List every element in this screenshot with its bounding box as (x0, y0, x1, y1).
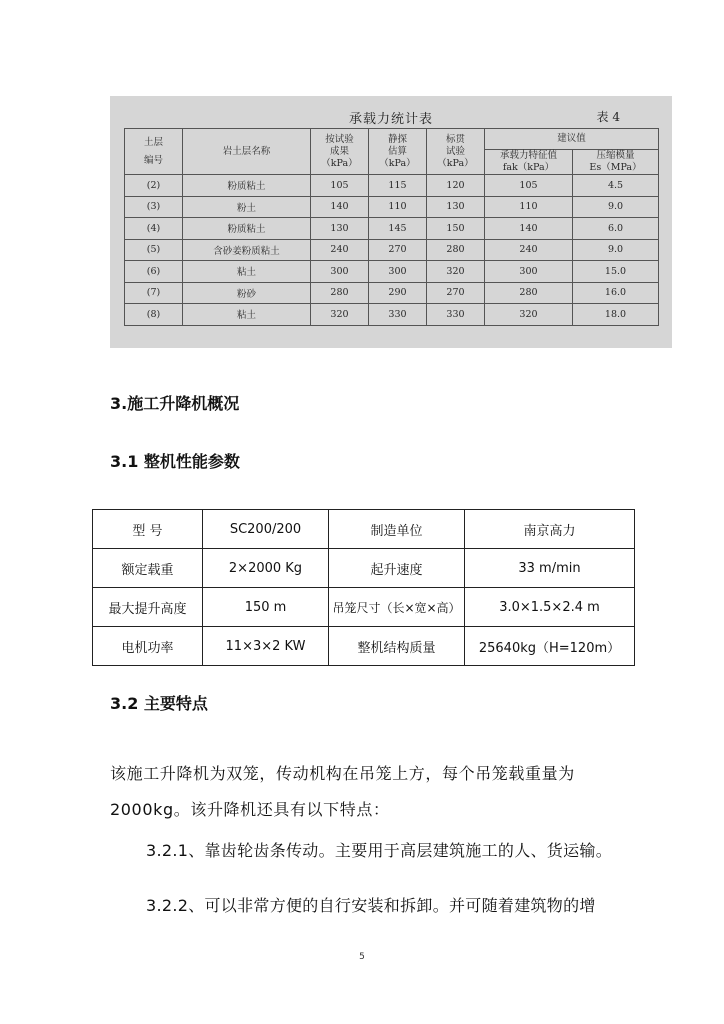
cell-no: (3) (125, 196, 183, 218)
header-cpt-line1: 静探 (387, 133, 407, 145)
cell-cpt: 110 (369, 196, 427, 218)
cell-name: 粉质粘土 (183, 175, 311, 197)
cell-test: 105 (311, 175, 369, 197)
header-soil-name: 岩土层名称 (183, 129, 311, 175)
cell-name: 粘土 (183, 304, 311, 326)
header-es-line1: 压缩模量 (596, 150, 635, 161)
cell-cpt: 330 (369, 304, 427, 326)
header-fak-line1: 承载力特征值 (499, 150, 557, 161)
cell-test: 280 (311, 282, 369, 304)
param-value: 2×2000 Kg (203, 549, 329, 588)
param-value: 11×3×2 KW (203, 627, 329, 666)
bearing-capacity-table-photo (110, 96, 672, 348)
cell-name: 粉砂 (183, 282, 311, 304)
cell-es: 18.0 (573, 304, 659, 326)
table-row (125, 261, 659, 283)
cell-es: 9.0 (573, 196, 659, 218)
cell-cpt: 115 (369, 175, 427, 197)
cell-fak: 320 (485, 304, 573, 326)
cell-test: 140 (311, 196, 369, 218)
param-label: 最大提升高度 (93, 588, 203, 627)
table-row (125, 196, 659, 218)
param-label: 型 号 (93, 510, 203, 549)
cell-fak: 140 (485, 218, 573, 240)
cell-name: 粉土 (183, 196, 311, 218)
table-row (93, 627, 635, 666)
cell-test: 300 (311, 261, 369, 283)
cell-no: (5) (125, 239, 183, 261)
cell-test: 320 (311, 304, 369, 326)
header-es-line2: Es（MPa） (589, 162, 642, 173)
header-spt-line2: 试验 (445, 145, 465, 157)
cell-es: 6.0 (573, 218, 659, 240)
cell-cpt: 290 (369, 282, 427, 304)
header-test-result-line2: 成果 (329, 145, 349, 157)
header-spt-line3: （kPa） (437, 157, 474, 169)
header-test-result-line3: （kPa） (321, 157, 358, 169)
header-layer-no-line2: 编号 (143, 154, 163, 166)
param-value: 南京高力 (465, 510, 635, 549)
cell-spt: 150 (427, 218, 485, 240)
table-row (93, 588, 635, 627)
cell-fak: 110 (485, 196, 573, 218)
section-heading-3: 3.施工升降机概况 (110, 394, 240, 413)
cell-spt: 130 (427, 196, 485, 218)
param-label: 起升速度 (329, 549, 465, 588)
cell-spt: 330 (427, 304, 485, 326)
param-label: 电机功率 (93, 627, 203, 666)
cell-no: (6) (125, 261, 183, 283)
header-cpt-line2: 估算 (387, 145, 407, 157)
cell-name: 粉质粘土 (183, 218, 311, 240)
page-number: 5 (359, 952, 365, 962)
cell-fak: 105 (485, 175, 573, 197)
cell-name: 含砂姜粉质粘土 (183, 239, 311, 261)
cell-spt: 280 (427, 239, 485, 261)
header-es (573, 150, 659, 175)
table-row (125, 304, 659, 326)
header-recommended: 建议值 (485, 129, 659, 150)
section-heading-3-2: 3.2 主要特点 (110, 694, 208, 713)
table-row (125, 239, 659, 261)
section-heading-3-1: 3.1 整机性能参数 (110, 452, 240, 471)
feature-item-2: 3.2.2、可以非常方便的自行安装和拆卸。并可随着建筑物的增 (146, 896, 596, 915)
feature-item-1: 3.2.1、靠齿轮齿条传动。主要用于高层建筑施工的人、货运输。 (146, 841, 613, 860)
param-label: 吊笼尺寸（长×宽×高） (329, 588, 465, 627)
table-row (93, 510, 635, 549)
param-value: 3.0×1.5×2.4 m (465, 588, 635, 627)
header-layer-no-line1: 土层 (143, 136, 163, 148)
cell-fak: 240 (485, 239, 573, 261)
cell-cpt: 145 (369, 218, 427, 240)
cell-fak: 280 (485, 282, 573, 304)
header-spt (427, 129, 485, 175)
cell-no: (4) (125, 218, 183, 240)
cell-cpt: 300 (369, 261, 427, 283)
machine-params-table (92, 509, 635, 666)
body-paragraph-line2: 2000kg。该升降机还具有以下特点： (110, 800, 390, 819)
header-cpt (369, 129, 427, 175)
param-label: 制造单位 (329, 510, 465, 549)
cell-fak: 300 (485, 261, 573, 283)
table-row (93, 549, 635, 588)
cell-es: 15.0 (573, 261, 659, 283)
cell-spt: 120 (427, 175, 485, 197)
cell-no: (2) (125, 175, 183, 197)
table-photo-title: 承载力统计表 (348, 112, 433, 127)
cell-name: 粘土 (183, 261, 311, 283)
header-test-result-line1: 按试验 (325, 133, 354, 145)
cell-spt: 320 (427, 261, 485, 283)
header-spt-line1: 标贯 (445, 133, 465, 145)
param-value: 33 m/min (465, 549, 635, 588)
cell-no: (7) (125, 282, 183, 304)
cell-es: 4.5 (573, 175, 659, 197)
param-value: SC200/200 (203, 510, 329, 549)
cell-cpt: 270 (369, 239, 427, 261)
table-row (125, 218, 659, 240)
cell-test: 240 (311, 239, 369, 261)
table-row (125, 175, 659, 197)
param-label: 整机结构质量 (329, 627, 465, 666)
cell-spt: 270 (427, 282, 485, 304)
param-value: 25640kg（H=120m） (465, 627, 635, 666)
cell-no: (8) (125, 304, 183, 326)
cell-test: 130 (311, 218, 369, 240)
header-cpt-line3: （kPa） (379, 157, 416, 169)
table-photo-tag: 表 4 (596, 110, 620, 124)
param-label: 额定载重 (93, 549, 203, 588)
table-row (125, 282, 659, 304)
header-layer-no (125, 129, 183, 175)
header-fak (485, 150, 573, 175)
cell-es: 9.0 (573, 239, 659, 261)
bearing-capacity-table (124, 128, 659, 326)
header-test-result (311, 129, 369, 175)
param-value: 150 m (203, 588, 329, 627)
body-paragraph-line1: 该施工升降机为双笼，传动机构在吊笼上方，每个吊笼载重量为 (110, 764, 575, 783)
header-fak-line2: fak（kPa） (502, 162, 555, 173)
cell-es: 16.0 (573, 282, 659, 304)
